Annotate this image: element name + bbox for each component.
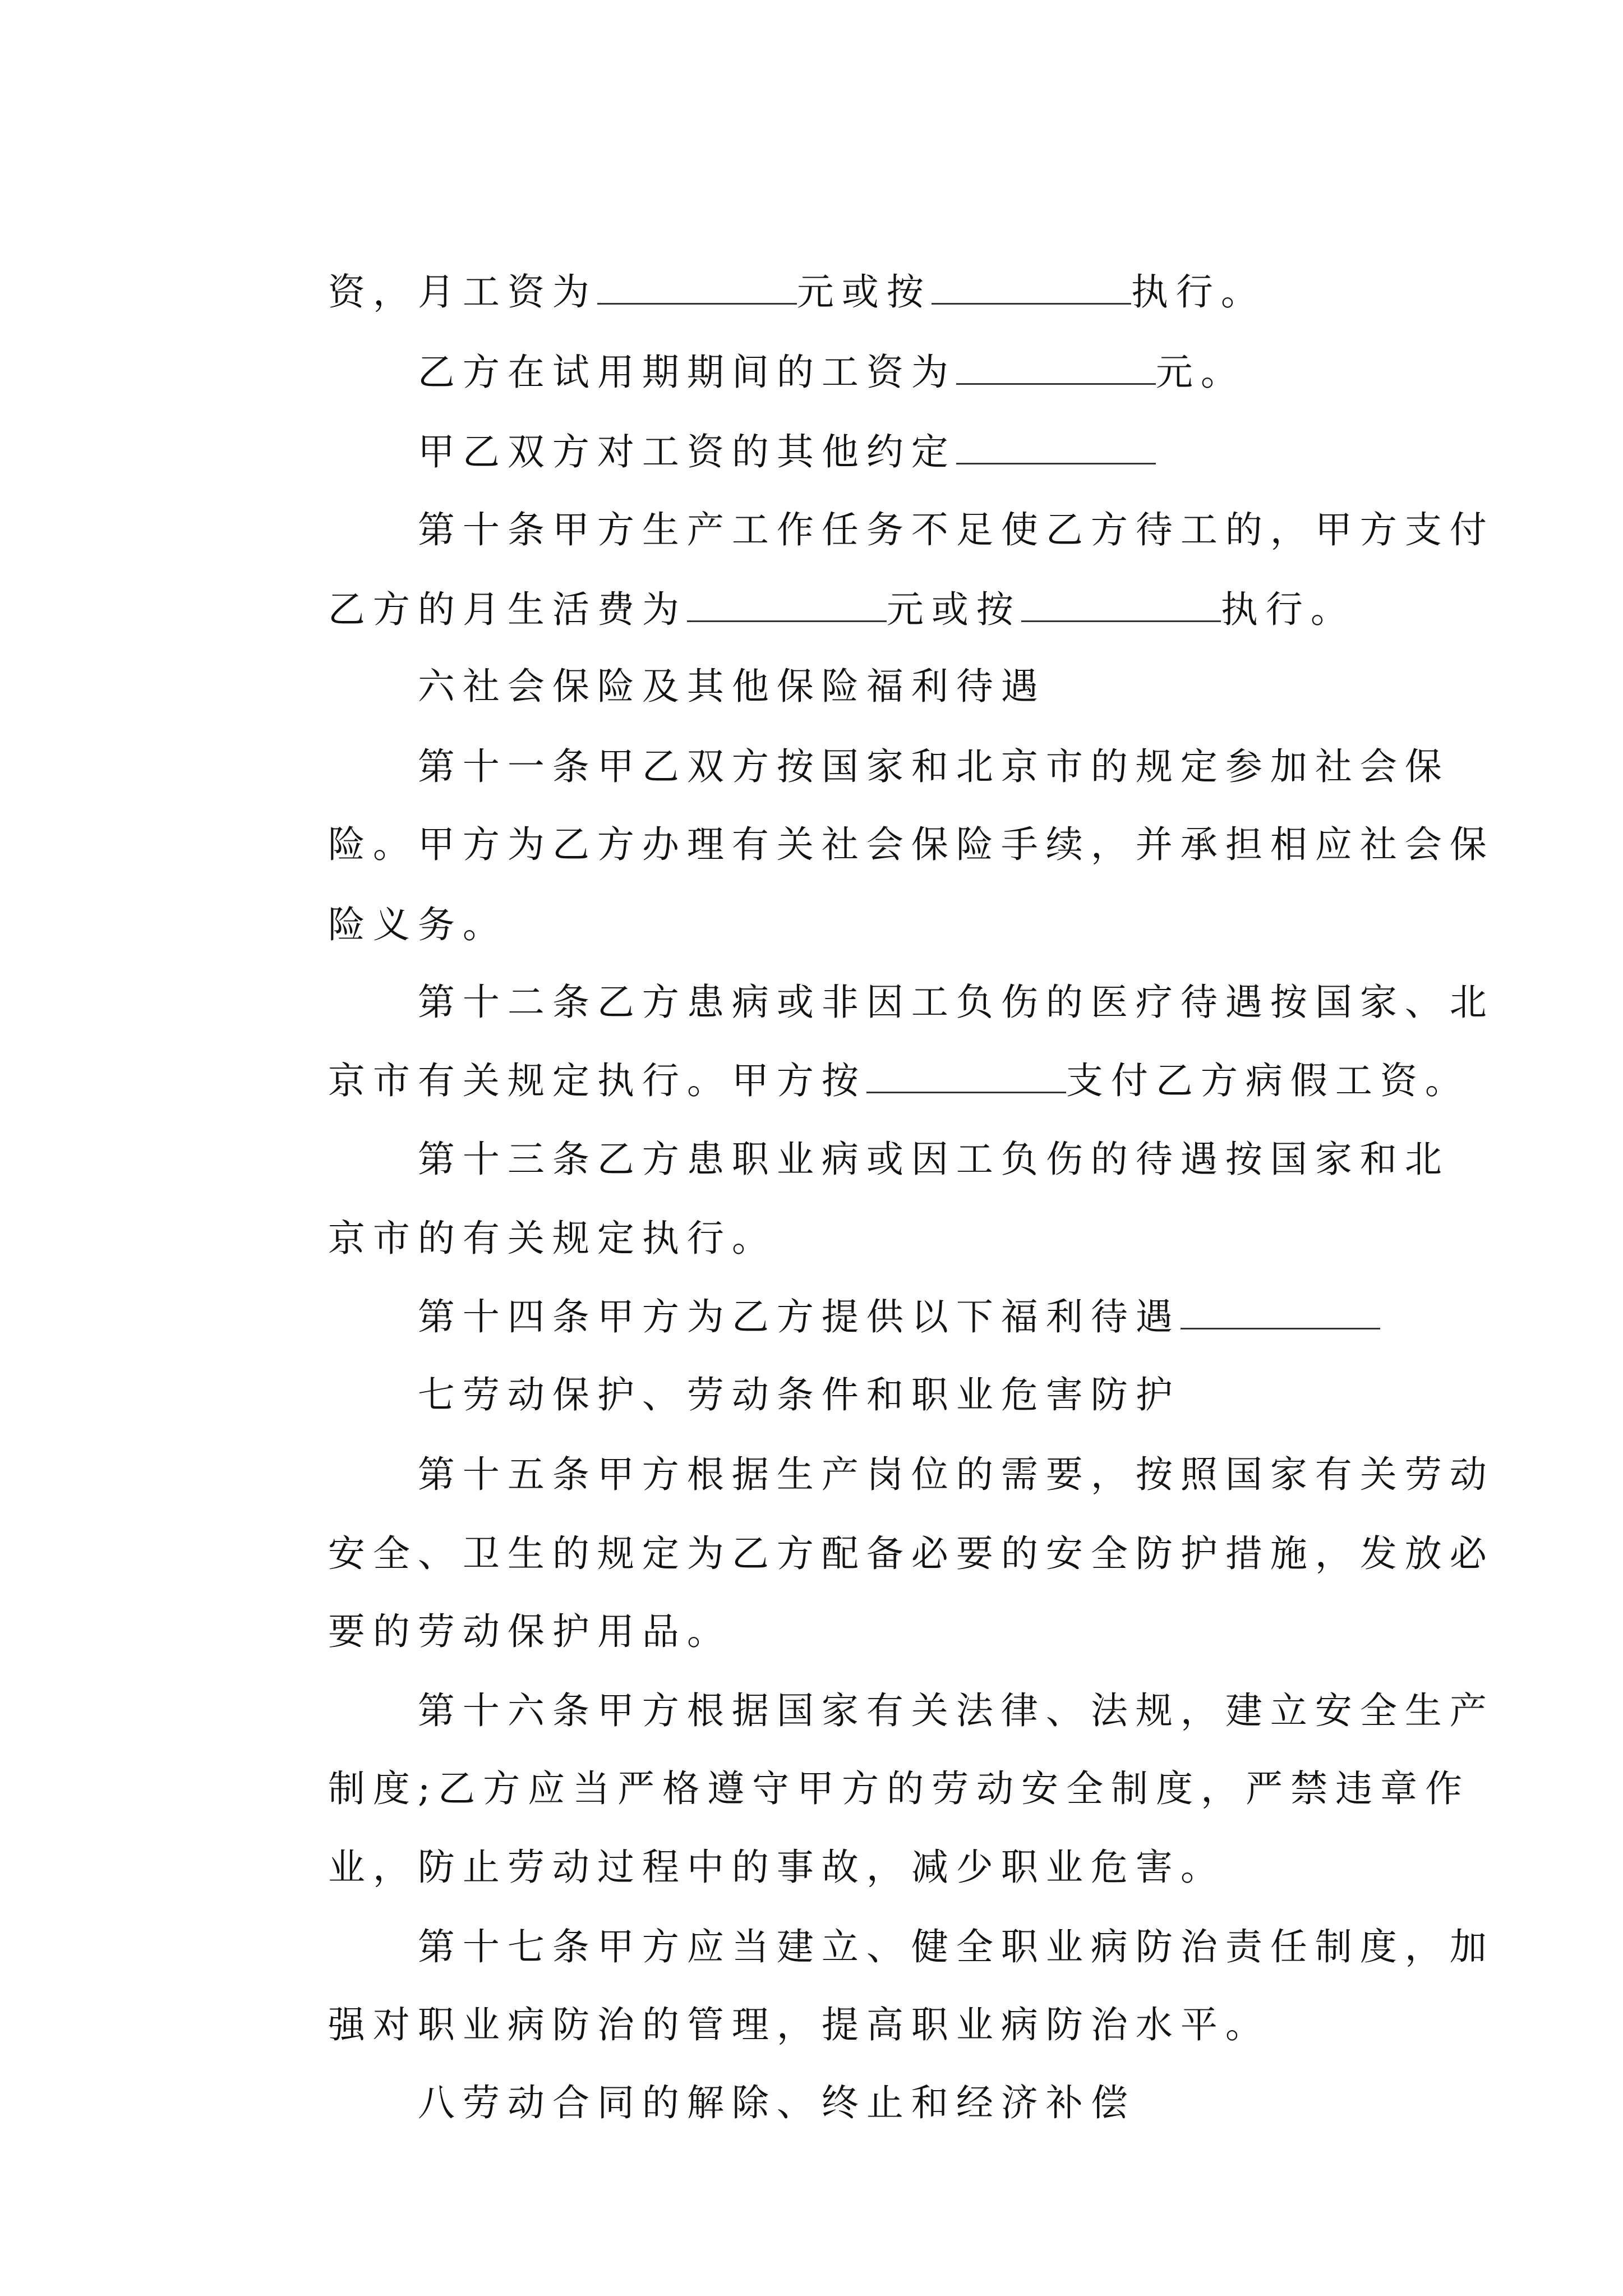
text-segment: 第十六条甲方根据国家有关法律、法规，建立安全生产 [417,1689,1495,1732]
text-segment: 乙方的月生活费为 [328,588,687,631]
text-segment: 第十条甲方生产工作任务不足使乙方待工的，甲方支付 [417,508,1495,551]
text-segment: 第十七条甲方应当建立、健全职业病防治责任制度，加 [417,1925,1495,1968]
text-segment: 元。 [1155,351,1246,394]
text-segment: 支付乙方病假工资。 [1066,1059,1470,1102]
text-segment: 第十四条甲方为乙方提供以下福利待遇 [417,1295,1181,1338]
text-segment: 制度;乙方应当严格遵守甲方的劳动安全制度，严禁违章作 [328,1767,1470,1810]
text-segment: 元或按 [796,270,932,314]
text-segment: 险义务。 [328,903,508,946]
text-segment: 第十二条乙方患病或非因工负伤的医疗待遇按国家、北 [417,981,1495,1024]
text-segment: 京市有关规定执行。甲方按 [328,1059,866,1102]
text-segment: 执行。 [1220,588,1355,631]
text-segment: 六社会保险及其他保险福利待遇 [417,665,1046,708]
text-segment: 七劳动保护、劳动条件和职业危害防护 [417,1373,1181,1416]
text-segment: 第十一条甲乙双方按国家和北京市的规定参加社会保 [417,745,1450,788]
text-segment: 第十三条乙方患职业病或因工负伤的待遇按国家和北 [417,1138,1450,1181]
section-heading [339,2027,1623,2128]
text-segment: 资，月工资为 [328,270,597,314]
text-segment: 八劳动合同的解除、终止和经济补偿 [417,2081,1136,2124]
text-segment: 安全、卫生的规定为乙方配备必要的安全防护措施，发放必 [328,1532,1495,1575]
text-segment: 险。甲方为乙方办理有关社会保险手续，并承担相应社会保 [328,823,1495,866]
text-segment: 强对职业病防治的管理，提高职业病防治水平。 [328,2003,1270,2046]
text-segment: 第十五条甲方根据生产岗位的需要，按照国家有关劳动 [417,1453,1495,1496]
text-segment: 业，防止劳动过程中的事故，减少职业危害。 [328,1846,1225,1889]
text-segment: 执行。 [1131,270,1266,314]
text-segment: 京市的有关规定执行。 [328,1217,777,1260]
text-segment: 乙方在试用期期间的工资为 [417,351,956,394]
text-segment: 元或按 [886,588,1021,631]
text-segment: 甲乙双方对工资的其他约定 [417,430,956,473]
text-segment: 要的劳动保护用品。 [328,1610,732,1653]
